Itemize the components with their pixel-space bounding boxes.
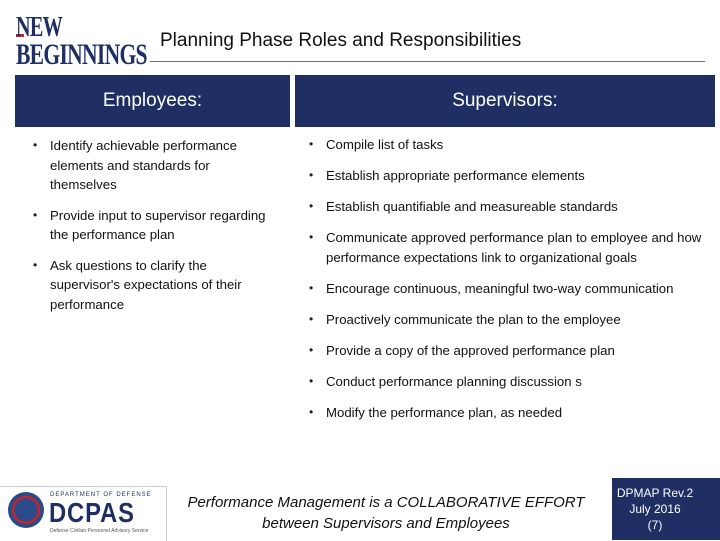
bullet-icon: • — [309, 199, 314, 213]
list-item-text: Establish appropriate performance elements — [326, 168, 585, 183]
list-item — [296, 197, 712, 217]
list-item — [296, 279, 712, 299]
list-item — [20, 206, 280, 245]
dcpas-dept-label: DEPARTMENT OF DEFENSE — [50, 492, 152, 498]
callout-line-2: between Supervisors and Employees — [262, 515, 510, 532]
page-title: Planning Phase Roles and Responsibilities — [160, 30, 522, 51]
list-item — [20, 256, 280, 315]
list-item-text: Encourage continuous, meaningful two-way communication — [326, 280, 674, 296]
collaboration-callout — [172, 492, 600, 534]
dcpas-logo-text: DCPAS — [49, 497, 135, 528]
list-item-text: Modify the performance plan, as needed — [326, 404, 563, 420]
logo-line-2: BEGINNINGS — [16, 38, 147, 71]
list-item-text: Communicate approved performance plan to employee and how performance expectations link to organizational goals — [326, 230, 702, 265]
callout-line-1: Performance Management is a COLLABORATIVE EFFORT — [187, 494, 585, 511]
bullet-icon: • — [309, 280, 314, 295]
revision-info — [600, 485, 710, 533]
bullet-icon: • — [33, 257, 38, 272]
logo-line-1: NEW — [16, 12, 63, 43]
title-divider — [150, 61, 705, 62]
bullet-icon: • — [309, 342, 314, 357]
list-item-text: Compile list of tasks — [326, 137, 444, 152]
list-item — [296, 135, 712, 155]
list-item — [296, 403, 712, 423]
employees-list — [20, 136, 280, 325]
supervisors-list — [296, 135, 712, 434]
bullet-icon: • — [309, 311, 314, 326]
bullet-icon: • — [309, 404, 314, 419]
new-beginnings-logo — [10, 12, 147, 72]
revision-label: DPMAP Rev.2 — [616, 486, 694, 500]
list-item — [296, 310, 712, 330]
list-item-text: Provide a copy of the approved performance plan — [326, 342, 615, 358]
bullet-icon: • — [309, 230, 314, 244]
slide-number: (7) — [647, 518, 663, 532]
list-item — [296, 372, 712, 392]
list-item — [296, 166, 712, 186]
supervisors-heading: Supervisors: — [295, 75, 715, 127]
bullet-icon: • — [309, 168, 314, 182]
list-item-text: Establish quantifiable and measureable standards — [326, 199, 618, 214]
bullet-icon: • — [309, 137, 314, 151]
list-item — [296, 341, 712, 361]
bullet-icon: • — [309, 373, 314, 388]
list-item-text: Proactively communicate the plan to the employee — [326, 311, 621, 327]
list-item-text: Conduct performance planning discussion s — [326, 373, 582, 389]
list-item-text: Ask questions to clarify the supervisor's expectations of their performance — [50, 257, 242, 312]
list-item — [296, 228, 712, 267]
employees-heading: Employees: — [15, 75, 290, 127]
dcpas-sub-label: Defense Civilian Personnel Advisory Service — [50, 528, 149, 534]
list-item — [20, 136, 280, 195]
list-item-text: Provide input to supervisor regarding the performance plan — [50, 207, 266, 242]
dod-seal-icon — [8, 492, 44, 528]
bullet-icon: • — [33, 207, 38, 222]
revision-date: July 2016 — [629, 502, 681, 516]
bullet-icon: • — [33, 138, 38, 152]
list-item-text: Identify achievable performance elements and standards for themselves — [50, 138, 237, 192]
